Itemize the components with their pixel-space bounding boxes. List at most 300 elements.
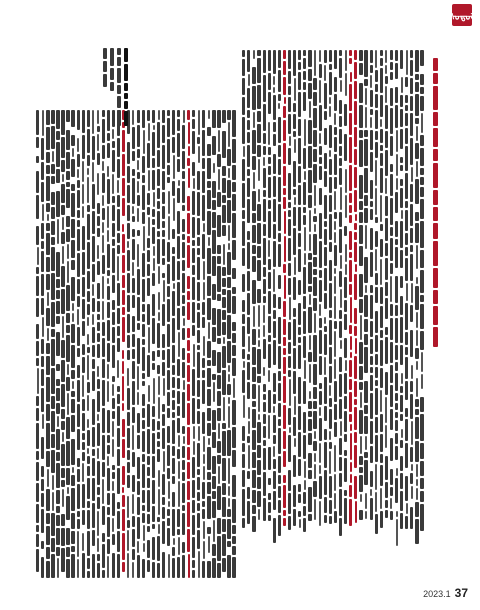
glyph-stroke xyxy=(247,110,250,118)
glyph-stroke xyxy=(117,180,119,194)
glyph-stroke xyxy=(364,416,367,434)
glyph-stroke xyxy=(122,290,125,305)
glyph-stroke xyxy=(385,456,388,480)
glyph-stroke xyxy=(82,344,85,355)
glyph-stroke xyxy=(178,180,180,187)
glyph-stroke xyxy=(41,138,44,161)
glyph-stroke xyxy=(284,275,286,299)
glyph-stroke xyxy=(370,252,373,277)
glyph-stroke xyxy=(117,209,120,231)
glyph-stroke xyxy=(162,258,165,265)
glyph-stroke xyxy=(257,460,260,475)
glyph-stroke xyxy=(313,269,316,275)
glyph-stroke xyxy=(247,50,250,72)
glyph-stroke xyxy=(124,83,128,92)
glyph-stroke xyxy=(182,181,185,203)
glyph-stroke xyxy=(112,150,115,172)
glyph-stroke xyxy=(202,302,205,315)
glyph-stroke xyxy=(92,162,94,183)
glyph-stroke xyxy=(212,327,215,342)
glyph-stroke xyxy=(345,360,347,371)
text-line xyxy=(61,110,65,580)
glyph-stroke xyxy=(420,295,423,302)
glyph-stroke xyxy=(168,191,170,214)
glyph-stroke xyxy=(66,313,69,324)
glyph-stroke xyxy=(107,507,110,515)
glyph-stroke xyxy=(148,385,150,403)
glyph-stroke xyxy=(77,253,80,276)
glyph-stroke xyxy=(329,72,332,95)
glyph-stroke xyxy=(278,145,281,157)
glyph-stroke xyxy=(268,390,271,413)
glyph-stroke xyxy=(257,58,260,83)
glyph-stroke xyxy=(223,397,225,421)
glyph-stroke xyxy=(66,528,69,545)
text-line xyxy=(339,50,343,580)
glyph-stroke xyxy=(344,104,347,126)
glyph-stroke xyxy=(370,180,373,199)
title-glyph xyxy=(433,128,438,147)
glyph-stroke xyxy=(51,237,54,245)
glyph-stroke xyxy=(380,368,383,388)
glyph-stroke xyxy=(298,484,301,492)
glyph-stroke xyxy=(329,442,332,449)
glyph-stroke xyxy=(147,250,150,262)
glyph-stroke xyxy=(364,334,367,345)
glyph-stroke xyxy=(87,129,90,153)
glyph-stroke xyxy=(298,92,301,117)
glyph-stroke xyxy=(212,374,215,381)
glyph-stroke xyxy=(319,418,322,441)
glyph-stroke xyxy=(167,528,170,546)
glyph-stroke xyxy=(273,491,276,510)
glyph-stroke xyxy=(314,185,316,206)
glyph-stroke xyxy=(242,470,245,487)
glyph-stroke xyxy=(197,218,200,235)
glyph-stroke xyxy=(410,507,413,529)
glyph-stroke xyxy=(324,334,327,355)
glyph-stroke xyxy=(355,501,357,523)
glyph-stroke xyxy=(77,296,80,307)
glyph-stroke xyxy=(410,138,413,165)
glyph-stroke xyxy=(162,171,165,190)
glyph-stroke xyxy=(187,110,190,120)
glyph-stroke xyxy=(268,344,271,368)
glyph-stroke xyxy=(172,420,175,444)
glyph-stroke xyxy=(77,429,80,450)
glyph-stroke xyxy=(52,492,54,511)
glyph-stroke xyxy=(288,342,291,354)
glyph-stroke xyxy=(252,256,255,272)
glyph-stroke xyxy=(112,345,115,369)
glyph-stroke xyxy=(72,303,74,311)
glyph-stroke xyxy=(268,157,271,164)
glyph-stroke xyxy=(329,150,331,157)
glyph-stroke xyxy=(354,81,357,99)
glyph-stroke xyxy=(56,142,59,168)
glyph-stroke xyxy=(162,192,165,204)
glyph-stroke xyxy=(36,525,39,532)
glyph-stroke xyxy=(273,373,276,392)
glyph-stroke xyxy=(132,239,135,260)
glyph-stroke xyxy=(97,461,100,486)
glyph-stroke xyxy=(212,501,215,518)
glyph-stroke xyxy=(263,146,266,155)
glyph-stroke xyxy=(137,297,140,322)
glyph-stroke xyxy=(385,178,387,194)
glyph-stroke xyxy=(370,375,373,391)
glyph-stroke xyxy=(107,206,109,228)
glyph-stroke xyxy=(283,348,286,355)
glyph-stroke xyxy=(36,276,39,296)
glyph-stroke xyxy=(339,457,342,471)
glyph-stroke xyxy=(46,203,49,212)
glyph-stroke xyxy=(56,169,59,183)
glyph-stroke xyxy=(183,110,185,123)
glyph-stroke xyxy=(268,211,271,238)
glyph-stroke xyxy=(385,76,388,84)
glyph-stroke xyxy=(172,110,175,135)
glyph-stroke xyxy=(293,319,296,346)
glyph-stroke xyxy=(257,477,260,489)
glyph-stroke xyxy=(303,336,306,358)
glyph-stroke xyxy=(212,558,215,578)
glyph-stroke xyxy=(202,195,205,221)
glyph-stroke xyxy=(395,239,398,245)
glyph-stroke xyxy=(127,166,130,183)
glyph-stroke xyxy=(152,506,155,522)
glyph-stroke xyxy=(400,221,403,248)
glyph-stroke xyxy=(142,420,145,430)
glyph-stroke xyxy=(207,341,210,357)
glyph-stroke xyxy=(395,345,398,360)
glyph-stroke xyxy=(293,131,296,137)
glyph-stroke xyxy=(41,509,44,533)
glyph-stroke xyxy=(334,511,337,523)
glyph-stroke xyxy=(172,547,175,556)
glyph-stroke xyxy=(324,515,327,523)
glyph-stroke xyxy=(87,242,90,269)
glyph-stroke xyxy=(354,149,357,165)
glyph-stroke xyxy=(390,342,393,363)
glyph-stroke xyxy=(77,229,80,251)
glyph-stroke xyxy=(380,95,383,117)
glyph-stroke xyxy=(420,250,423,268)
glyph-stroke xyxy=(257,50,260,56)
glyph-stroke xyxy=(67,393,69,414)
glyph-stroke xyxy=(77,210,80,218)
glyph-stroke xyxy=(233,378,235,398)
glyph-stroke xyxy=(344,498,347,524)
glyph-stroke xyxy=(359,475,362,492)
glyph-stroke xyxy=(380,224,383,231)
glyph-stroke xyxy=(252,156,255,170)
glyph-stroke xyxy=(334,422,337,437)
glyph-stroke xyxy=(117,531,120,552)
glyph-stroke xyxy=(192,162,195,176)
glyph-stroke xyxy=(46,176,49,202)
glyph-stroke xyxy=(137,269,140,295)
glyph-stroke xyxy=(36,341,39,356)
glyph-stroke xyxy=(157,421,160,430)
glyph-stroke xyxy=(122,487,124,493)
glyph-stroke xyxy=(97,322,100,331)
glyph-stroke xyxy=(187,236,190,243)
glyph-stroke xyxy=(252,505,255,514)
glyph-stroke xyxy=(192,265,195,275)
glyph-stroke xyxy=(222,519,225,532)
glyph-stroke xyxy=(228,374,230,382)
glyph-stroke xyxy=(122,533,125,560)
glyph-stroke xyxy=(364,460,367,485)
glyph-stroke xyxy=(303,182,306,205)
glyph-stroke xyxy=(415,82,418,92)
glyph-stroke xyxy=(137,172,140,179)
glyph-stroke xyxy=(415,212,418,221)
glyph-stroke xyxy=(182,392,185,418)
glyph-stroke xyxy=(420,414,423,441)
glyph-stroke xyxy=(172,181,175,197)
glyph-stroke xyxy=(152,132,155,155)
glyph-stroke xyxy=(87,271,90,290)
glyph-stroke xyxy=(252,490,255,503)
glyph-stroke xyxy=(329,97,331,104)
glyph-stroke xyxy=(242,314,245,324)
glyph-stroke xyxy=(283,485,286,508)
glyph-stroke xyxy=(329,242,332,252)
glyph-stroke xyxy=(400,317,403,343)
glyph-stroke xyxy=(152,318,155,343)
glyph-stroke xyxy=(61,137,64,158)
glyph-stroke xyxy=(41,466,44,477)
glyph-stroke xyxy=(334,221,336,230)
glyph-stroke xyxy=(117,428,120,447)
glyph-stroke xyxy=(232,358,235,376)
text-line xyxy=(359,50,363,580)
glyph-stroke xyxy=(137,481,140,495)
text-line xyxy=(86,110,90,580)
glyph-stroke xyxy=(293,417,296,436)
text-line xyxy=(390,50,394,580)
glyph-stroke xyxy=(385,327,388,335)
glyph-stroke xyxy=(46,513,49,525)
glyph-stroke xyxy=(137,457,140,480)
glyph-stroke xyxy=(207,360,210,367)
glyph-stroke xyxy=(208,110,210,119)
glyph-stroke xyxy=(197,352,200,378)
glyph-stroke xyxy=(222,431,225,456)
glyph-stroke xyxy=(288,114,291,134)
glyph-stroke xyxy=(288,263,291,276)
glyph-stroke xyxy=(187,502,190,527)
glyph-stroke xyxy=(364,79,367,86)
glyph-stroke xyxy=(177,110,180,117)
glyph-stroke xyxy=(172,256,175,281)
glyph-stroke xyxy=(102,173,105,193)
glyph-stroke xyxy=(420,491,423,502)
glyph-stroke xyxy=(350,352,352,358)
glyph-stroke xyxy=(127,241,129,249)
glyph-stroke xyxy=(117,57,120,66)
glyph-stroke xyxy=(242,59,245,76)
glyph-stroke xyxy=(375,417,378,433)
glyph-stroke xyxy=(324,357,326,375)
glyph-stroke xyxy=(268,515,271,521)
glyph-stroke xyxy=(334,232,336,243)
glyph-stroke xyxy=(142,253,145,277)
glyph-stroke xyxy=(202,509,205,519)
glyph-stroke xyxy=(178,481,180,506)
glyph-stroke xyxy=(405,476,408,501)
glyph-stroke xyxy=(127,428,130,449)
title-glyph xyxy=(433,223,438,239)
glyph-stroke xyxy=(71,240,74,258)
glyph-stroke xyxy=(273,415,276,433)
glyph-stroke xyxy=(162,350,165,360)
glyph-stroke xyxy=(395,393,398,401)
glyph-stroke xyxy=(329,347,332,364)
glyph-stroke xyxy=(263,168,266,188)
glyph-stroke xyxy=(61,232,64,244)
glyph-stroke xyxy=(87,168,89,176)
glyph-stroke xyxy=(263,448,266,470)
glyph-stroke xyxy=(187,529,190,553)
glyph-stroke xyxy=(396,130,398,152)
glyph-stroke xyxy=(97,344,100,358)
glyph-stroke xyxy=(117,502,120,510)
glyph-stroke xyxy=(71,554,74,578)
glyph-stroke xyxy=(298,406,301,430)
glyph-stroke xyxy=(395,305,398,316)
glyph-stroke xyxy=(344,226,347,236)
glyph-stroke xyxy=(142,314,145,322)
glyph-stroke xyxy=(380,259,382,285)
glyph-stroke xyxy=(420,50,423,66)
glyph-stroke xyxy=(405,105,408,111)
glyph-stroke xyxy=(192,248,195,263)
glyph-stroke xyxy=(51,302,54,327)
glyph-stroke xyxy=(167,408,170,418)
glyph-stroke xyxy=(314,313,316,333)
glyph-stroke xyxy=(202,171,205,193)
glyph-stroke xyxy=(298,166,301,183)
glyph-stroke xyxy=(313,411,316,429)
glyph-stroke xyxy=(370,201,373,207)
glyph-stroke xyxy=(308,195,311,208)
glyph-stroke xyxy=(153,125,155,131)
glyph-stroke xyxy=(132,407,135,423)
glyph-stroke xyxy=(242,78,245,95)
glyph-stroke xyxy=(127,462,130,473)
glyph-stroke xyxy=(303,50,306,56)
glyph-stroke xyxy=(313,481,316,497)
glyph-stroke xyxy=(359,212,362,223)
glyph-stroke xyxy=(263,157,265,166)
glyph-stroke xyxy=(415,179,418,204)
glyph-stroke xyxy=(268,272,271,289)
glyph-stroke xyxy=(313,335,316,362)
glyph-stroke xyxy=(167,242,170,262)
glyph-stroke xyxy=(252,384,255,399)
glyph-stroke xyxy=(51,247,54,271)
glyph-stroke xyxy=(324,317,326,324)
glyph-stroke xyxy=(303,311,306,334)
glyph-stroke xyxy=(41,223,44,240)
glyph-stroke xyxy=(370,356,373,365)
glyph-stroke xyxy=(365,493,367,509)
glyph-stroke xyxy=(127,496,129,519)
glyph-stroke xyxy=(56,388,59,401)
glyph-stroke xyxy=(415,417,418,439)
glyph-stroke xyxy=(243,395,245,418)
glyph-stroke xyxy=(324,229,327,245)
glyph-stroke xyxy=(46,526,49,545)
glyph-stroke xyxy=(178,537,180,555)
glyph-stroke xyxy=(66,171,69,180)
glyph-stroke xyxy=(117,554,120,578)
glyph-stroke xyxy=(77,138,79,152)
glyph-stroke xyxy=(252,401,255,407)
glyph-stroke xyxy=(258,385,260,412)
glyph-stroke xyxy=(107,179,110,204)
glyph-stroke xyxy=(102,506,105,525)
glyph-stroke xyxy=(107,320,110,342)
text-line xyxy=(318,50,322,580)
glyph-stroke xyxy=(71,219,74,238)
glyph-stroke xyxy=(284,211,286,234)
glyph-stroke xyxy=(71,546,74,553)
glyph-stroke xyxy=(142,324,145,337)
glyph-stroke xyxy=(273,50,276,74)
glyph-stroke xyxy=(222,166,225,176)
glyph-stroke xyxy=(157,150,160,168)
glyph-stroke xyxy=(142,431,145,451)
glyph-stroke xyxy=(92,399,95,425)
glyph-stroke xyxy=(51,368,54,394)
text-line xyxy=(298,50,302,580)
glyph-stroke xyxy=(375,367,378,378)
glyph-stroke xyxy=(283,120,286,141)
glyph-stroke xyxy=(46,377,49,402)
glyph-stroke xyxy=(385,282,388,296)
glyph-stroke xyxy=(187,196,190,211)
glyph-stroke xyxy=(46,356,49,375)
glyph-stroke xyxy=(380,50,383,56)
glyph-stroke xyxy=(242,489,245,516)
glyph-stroke xyxy=(421,113,423,133)
glyph-stroke xyxy=(319,64,322,78)
glyph-stroke xyxy=(415,399,418,407)
glyph-stroke xyxy=(122,224,124,232)
glyph-stroke xyxy=(41,274,44,296)
glyph-stroke xyxy=(304,360,306,379)
glyph-stroke xyxy=(227,149,230,165)
glyph-stroke xyxy=(247,231,250,240)
glyph-stroke xyxy=(380,153,383,166)
glyph-stroke xyxy=(182,362,185,377)
glyph-stroke xyxy=(329,500,332,514)
text-line xyxy=(167,110,171,580)
glyph-stroke xyxy=(344,373,347,394)
glyph-stroke xyxy=(127,520,130,528)
glyph-stroke xyxy=(163,378,165,396)
glyph-stroke xyxy=(263,279,266,294)
glyph-stroke xyxy=(203,436,205,452)
glyph-stroke xyxy=(390,318,393,340)
glyph-stroke xyxy=(87,317,89,326)
glyph-stroke xyxy=(400,109,403,127)
glyph-stroke xyxy=(390,487,393,496)
